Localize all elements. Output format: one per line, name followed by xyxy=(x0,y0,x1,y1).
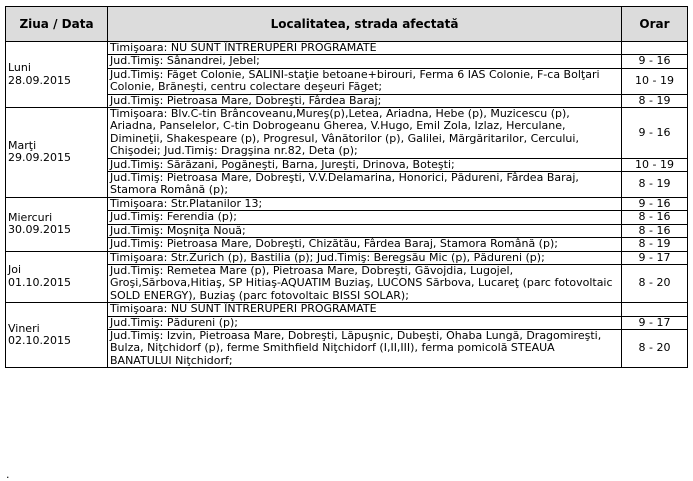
day-cell xyxy=(6,42,108,108)
time-column-header: Orar xyxy=(622,7,688,42)
day-date: 02.10.2015 xyxy=(8,334,71,348)
day-cell xyxy=(6,197,108,251)
table-row xyxy=(6,108,688,159)
location-cell: Timişoara: NU SUNT ÎNTRERUPERI PROGRAMATE xyxy=(108,42,622,55)
time-cell: 8 - 16 xyxy=(622,211,688,224)
time-cell: 8 - 20 xyxy=(622,329,688,367)
day-cell xyxy=(6,251,108,303)
time-cell xyxy=(622,303,688,316)
time-cell: 9 - 17 xyxy=(622,316,688,329)
time-cell: 10 - 19 xyxy=(622,158,688,171)
footnote-mark: . xyxy=(6,468,10,481)
day-name: Luni xyxy=(8,61,31,75)
time-cell: 9 - 16 xyxy=(622,197,688,210)
time-cell: 8 - 20 xyxy=(622,264,688,302)
time-cell: 8 - 16 xyxy=(622,224,688,237)
table-row xyxy=(6,42,688,55)
table-row xyxy=(6,211,688,224)
location-cell: Jud.Timiş: Moşniţa Nouă; xyxy=(108,224,622,237)
day-name: Joi xyxy=(8,263,22,277)
table-row xyxy=(6,55,688,68)
table-row xyxy=(6,197,688,210)
time-cell: 9 - 16 xyxy=(622,108,688,159)
location-cell: Timişoara: Str.Zurich (p), Bastilia (p); Jud.Timiş: Beregsău Mic (p), Pădureni (p); xyxy=(108,251,622,264)
day-column-header: Ziua / Data xyxy=(6,7,108,42)
time-cell: 9 - 17 xyxy=(622,251,688,264)
day-name: Marţi xyxy=(8,139,37,153)
day-date: 30.09.2015 xyxy=(8,223,71,237)
day-cell xyxy=(6,108,108,198)
table-row xyxy=(6,251,688,264)
location-column-header: Localitatea, strada afectată xyxy=(108,7,622,42)
location-cell: Timişoara: NU SUNT ÎNTRERUPERI PROGRAMATE xyxy=(108,303,622,316)
table-row xyxy=(6,316,688,329)
table-row xyxy=(6,303,688,316)
time-cell: 8 - 19 xyxy=(622,94,688,107)
table-row xyxy=(6,224,688,237)
location-cell: Jud.Timiş: Pietroasa Mare, Dobreşti, Chizătău, Fârdea Baraj, Stamora Română (p); xyxy=(108,238,622,251)
header-row xyxy=(6,7,688,42)
location-cell: Jud.Timiş: Pietroasa Mare, Dobreşti, Fârdea Baraj; xyxy=(108,94,622,107)
time-cell: 10 - 19 xyxy=(622,68,688,94)
time-cell xyxy=(622,42,688,55)
table-row xyxy=(6,264,688,302)
table-row xyxy=(6,238,688,251)
time-cell: 8 - 19 xyxy=(622,238,688,251)
location-cell: Jud.Timiş: Ferendia (p); xyxy=(108,211,622,224)
day-name: Miercuri xyxy=(8,210,53,224)
location-cell: Jud.Timiş: Sânandrei, Jebel; xyxy=(108,55,622,68)
time-cell: 9 - 16 xyxy=(622,55,688,68)
day-date: 28.09.2015 xyxy=(8,73,71,87)
outage-schedule-table xyxy=(5,6,688,368)
location-cell: Jud.Timiş: Izvin, Pietroasa Mare, Dobreşti, Lăpuşnic, Dubeşti, Ohaba Lungă, Dragomireşti, Bulza, Niţchidorf (p), ferme Smithfield Niţchidorf (I,II,III), ferma pomicolă STEAUA BANATULUI Niţchidorf; xyxy=(108,329,622,367)
table-row xyxy=(6,158,688,171)
location-cell: Jud.Timiş: Remetea Mare (p), Pietroasa Mare, Dobreşti, Găvojdia, Lugojel, Groşi,Sărbova,Hitiaş, SP Hitiaş-AQUATIM Buziaş, LUCONS Sărbova, Lucareţ (parc fotovoltaic SOLD ENERGY), Buziaş (parc fotovoltaic BISSI SOLAR); xyxy=(108,264,622,302)
day-name: Vineri xyxy=(8,321,40,335)
table-row xyxy=(6,329,688,367)
location-cell: Jud.Timiş: Pietroasa Mare, Dobreşti, V.V.Delamarina, Honorici, Pădureni, Fârdea Baraj, Stamora Română (p); xyxy=(108,172,622,198)
location-cell: Jud.Timiş: Pădureni (p); xyxy=(108,316,622,329)
location-cell: Timişoara: Str.Platanilor 13; xyxy=(108,197,622,210)
location-cell: Jud.Timiş: Sărăzani, Pogăneşti, Barna, Jureşti, Drinova, Boteşti; xyxy=(108,158,622,171)
location-cell: Timişoara: Blv.C-tin Brâncoveanu,Mureş(p),Letea, Ariadna, Hebe (p), Muzicescu (p), Ariadna, Panselelor, C-tin Dobrogeanu Gherea, V.Hugo, Emil Zola, Izlaz, Herculane, Dimineţii, Shakespeare (p), Progresul, Vânătorilor (p), Galilei, Mărgăritarilor, Cercului, Chişodei; Jud.Timiş: Dragşina nr.82, Deta (p); xyxy=(108,108,622,159)
day-date: 01.10.2015 xyxy=(8,275,71,289)
table-row xyxy=(6,94,688,107)
day-cell xyxy=(6,303,108,368)
table-row xyxy=(6,172,688,198)
table-row xyxy=(6,68,688,94)
time-cell: 8 - 19 xyxy=(622,172,688,198)
location-cell: Jud.Timiş: Făget Colonie, SALINI-staţie betoane+birouri, Ferma 6 IAS Colonie, F-ca Bolţari Colonie, Brăneşti, centru colectare deşeuri Făget; xyxy=(108,68,622,94)
day-date: 29.09.2015 xyxy=(8,151,71,165)
